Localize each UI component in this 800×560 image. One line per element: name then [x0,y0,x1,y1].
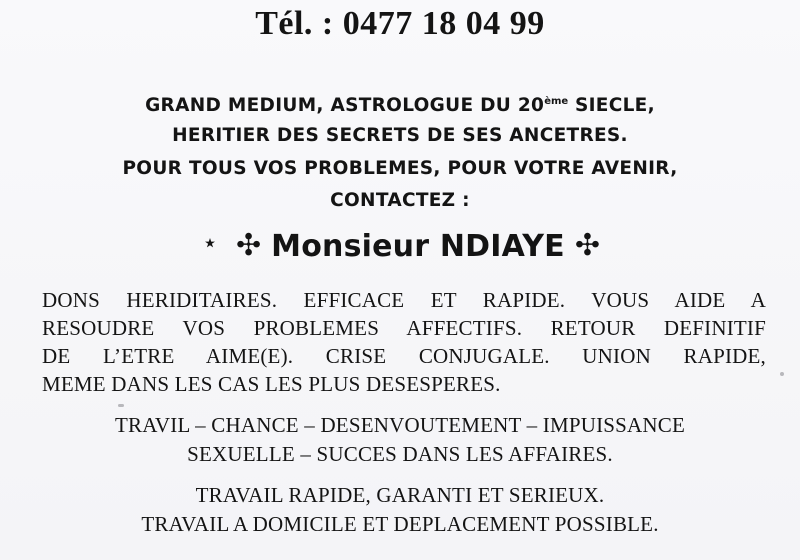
services-line-1: TRAVIL – CHANCE – DESENVOUTEMENT – IMPUISSANCE [115,413,685,437]
description-line-2-text: RESOUDRE VOS PROBLEMES AFFECTIFS. RETOUR DEFINITIF [42,316,766,340]
paper-speck [118,404,124,407]
headline-line-1-text: GRAND MEDIUM, ASTROLOGUE DU 20 [145,95,545,116]
crescent-star-icon [190,232,216,262]
headline-line-1-end: SIECLE, [568,95,655,116]
name-line [0,222,800,270]
footer-line-2: TRAVAIL A DOMICILE ET DEPLACEMENT POSSIBLE. [141,512,659,536]
headline-line-2: HERITIER DES SECRETS DE SES ANCETRES. [172,125,628,146]
footer-line-1: TRAVAIL RAPIDE, GARANTI ET SERIEUX. [195,483,605,507]
headline-line-1 [0,90,800,118]
description-line-3-text: DE L’ETRE AIME(E). CRISE CONJUGALE. UNION RAPIDE, [42,344,766,368]
description-line-2 [42,314,766,342]
description-line-1-text: DONS HERIDITAIRES. EFFICACE ET RAPIDE. VOUS AIDE A [42,288,766,312]
services-line-2: SEXUELLE – SUCCES DANS LES AFFAIRES. [187,442,613,466]
headline-contact: CONTACTEZ : [330,190,470,211]
ornament-cross-right-icon: ✣ [574,228,600,263]
description-line-3 [42,342,766,370]
description-line-4: MEME DANS LES CAS LES PLUS DESESPERES. [42,372,501,396]
headline-line-3: POUR TOUS VOS PROBLEMES, POUR VOTRE AVENIR, [122,158,678,179]
century-superscript: ème [544,96,569,107]
ornament-cross-left-icon: ✣ [236,228,262,263]
paper-speck [780,372,784,376]
medium-name: Monsieur NDIAYE [271,228,565,264]
description-line-1 [42,286,766,314]
phone-number: Tél. : 0477 18 04 99 [255,5,545,42]
